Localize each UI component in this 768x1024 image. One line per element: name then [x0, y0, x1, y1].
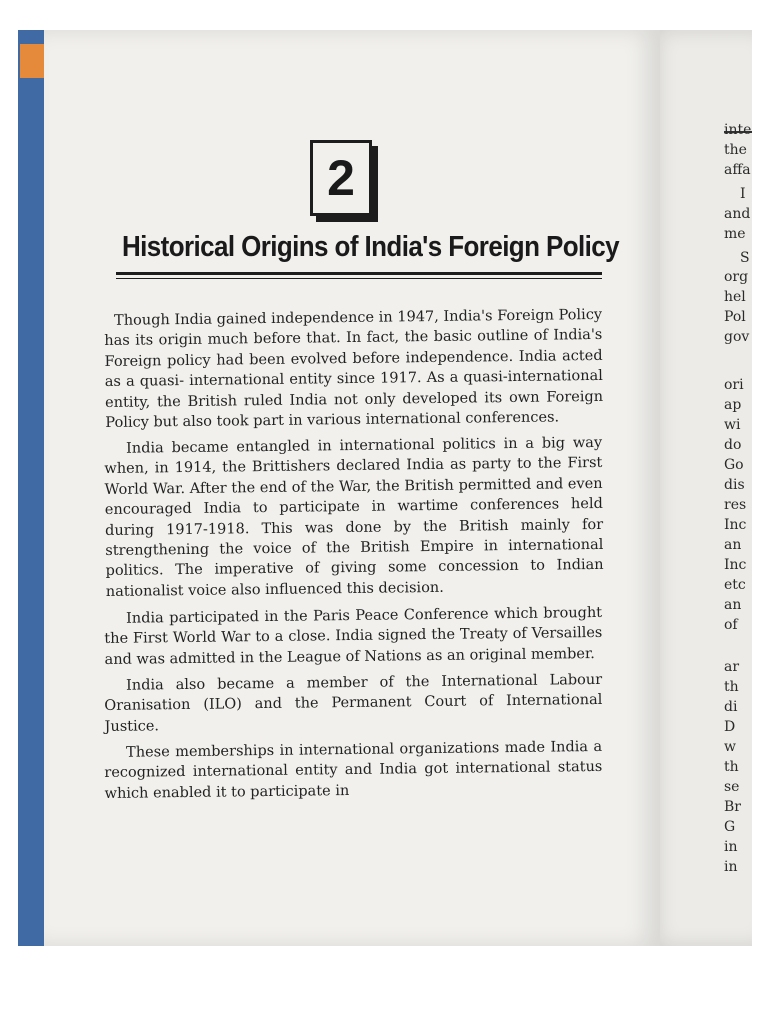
paragraph-3: India participated in the Paris Peace Conference which brought the First World War to a close. India signed the Treaty of Versailles and was admitted in the League of Nations as an original member.	[104, 604, 603, 668]
paragraph-2: India became entangled in international politics in a big way when, in 1914, the Brittishers declared India as party to the First World War. After the end of the War, the British permitted and even encouraged India to participate in wartime conferences held during 1917-1918. This was done by the British mainly for strengthening the voice of the British Empire in international politics. The imperative of giving some concession to Indian nationalist voice also influenced this decision.	[104, 435, 604, 601]
chapter-number: 2	[327, 150, 355, 206]
paragraph-5: These memberships in international organizations made India a recognized international entity and India got international status which enabled it to participate in	[104, 739, 603, 802]
right-page-text-fragment: hel	[724, 289, 746, 305]
right-page-text-fragment: dis	[724, 477, 745, 493]
right-page-text-fragment: w	[724, 739, 736, 755]
paragraph-1: Though India gained independence in 1947, India's Foreign Policy has its origin much before that. In fact, the basic outline of India's Foreign policy had been evolved before independence. India acted as a quasi- international entity since 1917. As a quasi-international entity, the British ruled India not only developed its own Foreign Policy but also took part in various international conferences.	[104, 306, 604, 432]
right-page-text-fragment: me	[724, 226, 746, 242]
right-page-text-fragment: an	[724, 597, 742, 613]
right-page-text-fragment: Go	[724, 457, 744, 473]
chapter-number-box	[310, 140, 372, 216]
right-page-text-fragment: ap	[724, 397, 742, 413]
right-page-text-fragment: in	[724, 859, 738, 875]
chapter-title: Historical Origins of India's Foreign Policy	[122, 229, 619, 263]
right-page-text-fragment: an	[724, 537, 742, 553]
right-page-text-fragment: S	[740, 250, 750, 266]
right-page-text-fragment: gov	[724, 329, 750, 345]
chapter-body	[104, 306, 604, 810]
title-rule-thin	[116, 278, 602, 279]
right-page-text-fragment: Inc	[724, 517, 747, 533]
right-page-text-fragment: org	[724, 269, 749, 285]
right-page-text-fragment: wi	[724, 417, 741, 433]
right-page-text-fragment: ori	[724, 377, 744, 393]
right-page-text-fragment: th	[724, 679, 739, 695]
right-page-text-fragment: the	[724, 142, 747, 158]
right-page-text-fragment: Pol	[724, 309, 746, 325]
title-rule-thick	[116, 272, 602, 275]
right-page-text-fragment: affa	[724, 162, 751, 178]
right-page-text-fragment: of	[724, 617, 738, 633]
right-page-text-fragment: G	[724, 819, 736, 835]
right-page-text-fragment: th	[724, 759, 739, 775]
right-page-text-fragment: res	[724, 497, 747, 513]
right-page-text-fragment: I	[740, 186, 746, 202]
right-page-text-fragment: do	[724, 437, 742, 453]
right-page-text-fragment: Br	[724, 799, 741, 815]
right-page-text-fragment: in	[724, 839, 738, 855]
right-page-text-fragment: and	[724, 206, 751, 222]
right-page-text-fragment: di	[724, 699, 738, 715]
right-page-text-fragment: inte	[724, 122, 752, 138]
book-cover-accent	[20, 44, 46, 78]
right-page-text-fragment: Inc	[724, 557, 747, 573]
right-page-text-fragment: etc	[724, 577, 746, 593]
right-page-text-fragment: ar	[724, 659, 740, 675]
paragraph-4: India also became a member of the International Labour Oranisation (ILO) and the Permanent Court of International Justice.	[104, 671, 603, 735]
right-page-text-fragment: se	[724, 779, 740, 795]
right-page-text-fragment: D	[724, 719, 736, 735]
